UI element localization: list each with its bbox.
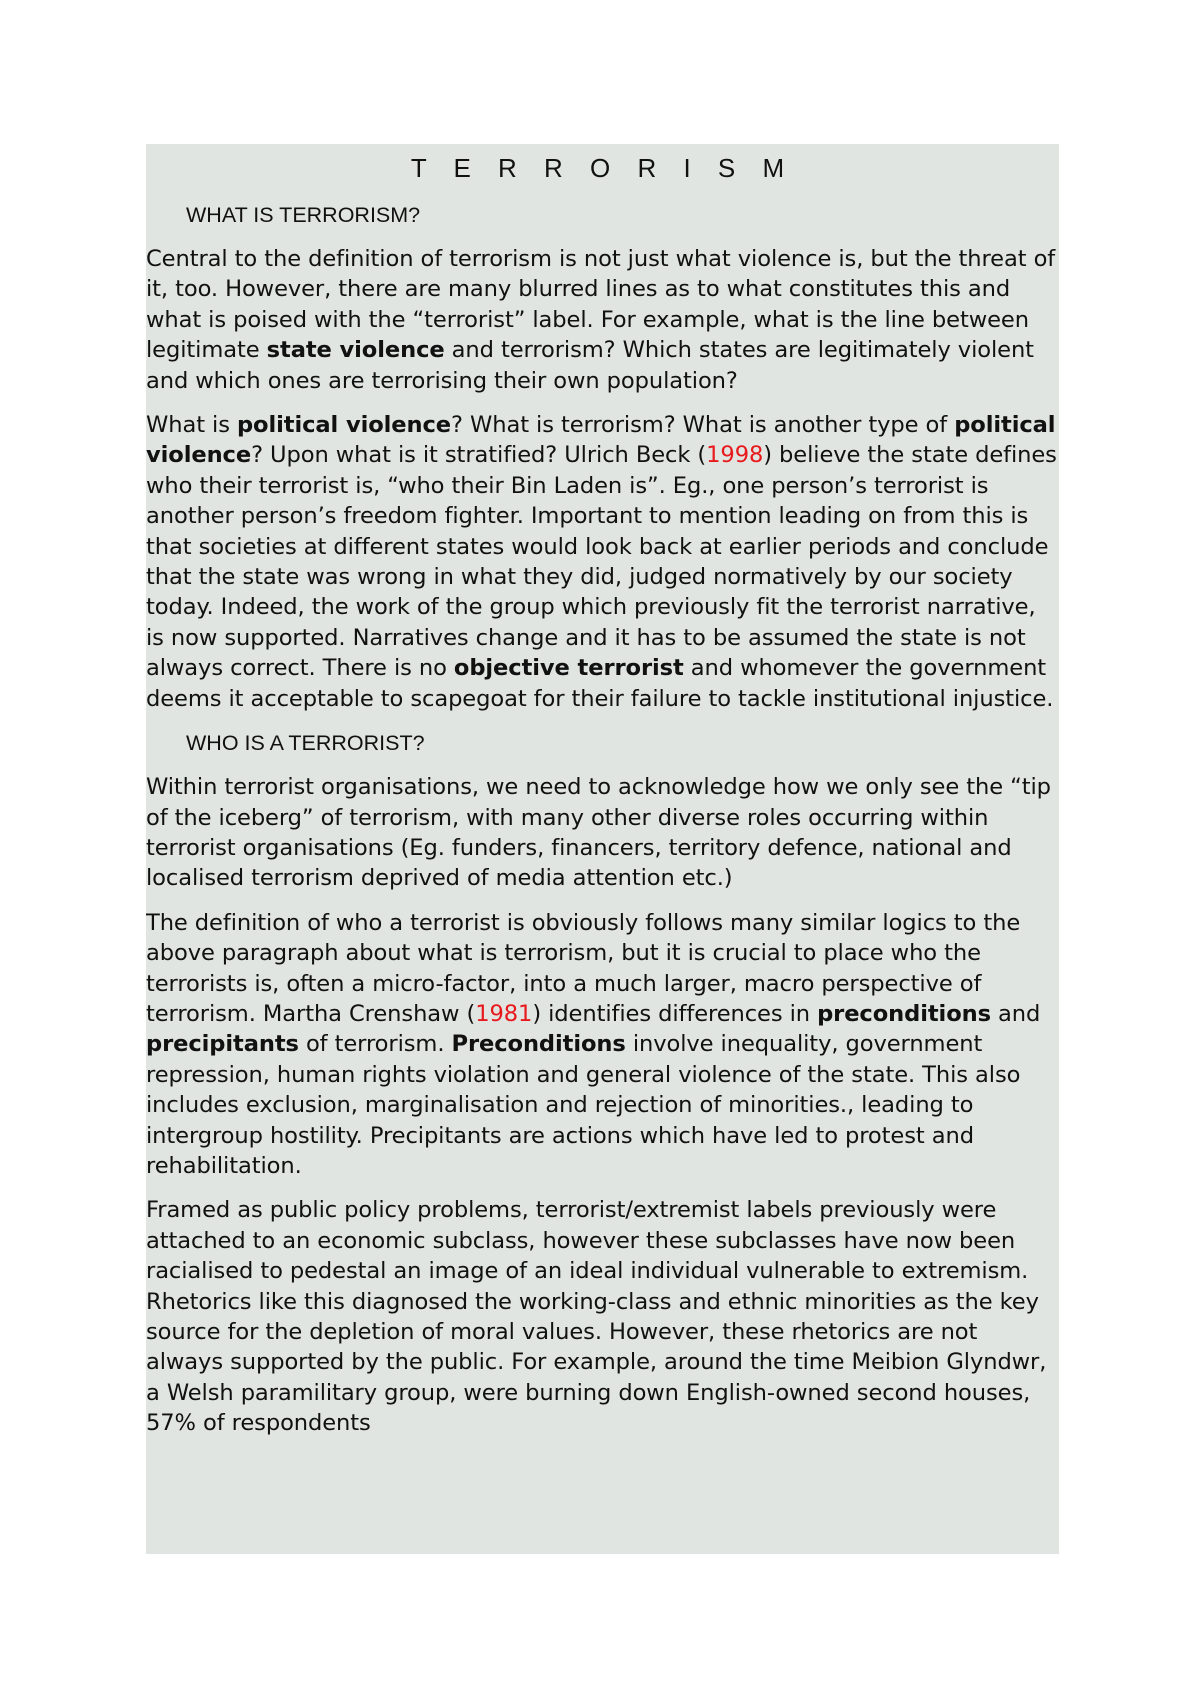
bold-term: political violence [236, 412, 452, 439]
text-run: involve inequality, government repression, human rights violation and general violence of the state. This also includes exclusion, marginalisation and rejection of minorities., leading to intergroup hostility. Precipitants are actions which have led to protest and rehabilitation. [146, 1031, 1021, 1179]
text-run: Central to the definition of terrorism is not just what violence is, but the threat of it, too. However, there are many blurred lines as to what constitutes this and what is poised with the “terrorist” label. For example, what is the line between legitimate [146, 246, 1056, 364]
text-run: ) believe the state defines who their terrorist is, “who their Bin Laden is”. Eg., one person’s terrorist is another person’s freedom fighter. Important to mention leading on from this is that societies at different states would look back at earlier periods and conclude that the state was wrong in what they did, judged normatively by our society today. Indeed, the work of the group which previously fit the terrorist narrative, is now supported. Narratives change and it has to be assumed the state is not always correct. There is no [146, 442, 1057, 682]
text-run: Framed as public policy problems, terrorist/extremist labels previously were attached to an economic subclass, however these subclasses have now been racialised to pedestal an image of an ideal individual vulnerable to extremism. Rhetorics like this diagnosed the working-class and ethnic minorities as the key source for the depletion of moral values. However, these rhetorics are not always supported by the public. For example, around the time Meibion Glyndwr, a Welsh paramilitary group, were burning down English-owned second houses, 57% of respondents [146, 1197, 1047, 1437]
paragraph-5 [146, 1195, 1059, 1438]
citation-year: 1981 [475, 1000, 533, 1027]
page-title: T E R R O R I S M [410, 153, 795, 183]
text-run: The definition of who a terrorist is obviously follows many similar logics to the above paragraph about what is terrorism, but it is crucial to place who the terrorists is, often a micro-factor, into a much larger, macro perspective of terrorism. Martha Crenshaw ( [146, 909, 1021, 1027]
text-run: What is [146, 412, 237, 439]
text-run: and [990, 1000, 1041, 1027]
text-run: ? Upon what is it stratified? Ulrich Beck ( [251, 442, 707, 469]
paragraph-3 [146, 772, 1059, 894]
paragraph-2 [146, 410, 1059, 714]
text-run: ) identifies differences in [532, 1000, 818, 1027]
section-heading-who: WHO IS A TERRORIST? [186, 731, 425, 756]
bold-term: preconditions [817, 1000, 991, 1027]
text-run: of terrorism. [298, 1031, 452, 1058]
text-block [146, 144, 1059, 1554]
bold-term: Preconditions [451, 1031, 626, 1058]
text-run: and whomever the government deems it acceptable to scapegoat for their failure to tackle institutional injustice. [146, 655, 1054, 712]
bold-term: objective terrorist [453, 655, 684, 682]
bold-term: precipitants [146, 1031, 299, 1058]
paragraph-4 [146, 908, 1059, 1182]
bold-term: state violence [266, 337, 445, 364]
text-run: ? What is terrorism? What is another type of [451, 412, 955, 439]
paragraph-1 [146, 244, 1059, 396]
citation-year: 1998 [706, 442, 764, 469]
section-heading-what: WHAT IS TERRORISM? [186, 203, 421, 227]
text-run: and terrorism? Which states are legitimately violent and which ones are terrorising their own population? [146, 337, 1034, 394]
bold-term: political violence [146, 412, 1056, 469]
text-run: Within terrorist organisations, we need to acknowledge how we only see the “tip of the iceberg” of terrorism, with many other diverse roles occurring within terrorist organisations (Eg. funders, financers, territory defence, national and localised terrorism deprived of media attention etc.) [146, 774, 1051, 892]
